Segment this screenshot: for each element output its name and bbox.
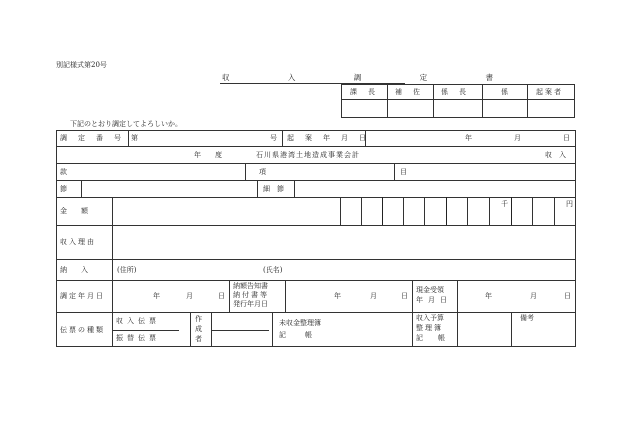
label-sen: 千 <box>501 200 508 208</box>
notice-tsuki: 月 <box>370 292 377 300</box>
label-biko: 備考 <box>520 314 534 322</box>
document-title: 収 入 調 定 書 <box>222 73 522 82</box>
notice-nen: 年 <box>334 292 341 300</box>
approval-hosa: 補 佐 <box>395 88 422 96</box>
label-kou: 項 <box>259 168 266 176</box>
form-number: 別記様式第20号 <box>56 61 107 69</box>
label-go: 号 <box>270 134 277 142</box>
approval-kakaricho: 係 長 <box>441 88 468 96</box>
label-kaikei: 石川県港湾土地造成事業会計 <box>256 151 360 159</box>
label-dai: 第 <box>131 134 138 142</box>
label-moku: 目 <box>400 168 407 176</box>
label-kingaku: 金 額 <box>60 207 88 215</box>
label-yosan-1: 収入予算 <box>416 314 444 322</box>
intro-text: 下記のとおり調定してよろしいか。 <box>70 120 182 128</box>
genkin-tsuki: 月 <box>530 292 537 300</box>
label-notice-1: 納額告知書 <box>233 282 268 290</box>
label-mishu-2: 記 帳 <box>279 331 318 339</box>
label-chotei-bango: 調 定 番 号 <box>60 134 123 142</box>
label-mishu-1: 未収金整理簿 <box>279 319 321 327</box>
chotei-hi: 日 <box>218 292 225 300</box>
label-en: 円 <box>566 200 573 208</box>
label-sakuseisha: 作成者 <box>195 315 202 343</box>
genkin-hi: 日 <box>564 292 571 300</box>
label-saisetsu: 細 節 <box>263 185 284 193</box>
kian-hi: 日 <box>563 134 570 142</box>
label-jusho: (住所) <box>117 266 137 274</box>
label-yosan-3: 記 帳 <box>416 334 449 342</box>
kian-tsuki: 月 <box>514 134 521 142</box>
label-furikae-denpyo: 振替伝票 <box>116 334 160 342</box>
label-shunyu: 収 入 <box>545 151 566 159</box>
approval-kacho: 課 長 <box>350 88 377 96</box>
chotei-nen: 年 <box>153 292 160 300</box>
approval-kakari: 係 <box>501 88 508 96</box>
label-yosan-2: 整理簿 <box>416 324 443 332</box>
label-setsu: 節 <box>60 185 67 193</box>
label-nonyu: 納 入 <box>60 266 88 274</box>
kian-nen: 年 <box>465 134 472 142</box>
label-notice-2: 納付書等 <box>233 291 269 299</box>
label-denpyo-shurui: 伝票の種類 <box>60 326 105 334</box>
approval-kiansha: 起案者 <box>536 88 563 96</box>
label-kan: 款 <box>60 168 67 176</box>
notice-hi: 日 <box>401 292 408 300</box>
label-kian-date: 起 案 年 月 日 <box>287 134 368 142</box>
chotei-tsuki: 月 <box>186 292 193 300</box>
label-notice-3: 発行年月日 <box>233 300 268 308</box>
genkin-nen: 年 <box>485 292 492 300</box>
label-riyu: 収入理由 <box>60 238 96 246</box>
label-nendo: 年 度 <box>194 151 222 159</box>
label-shunyu-denpyo: 収入伝票 <box>116 317 160 325</box>
label-chotei-date: 調定年月日 <box>60 292 105 300</box>
label-genkin-2: 年月日 <box>416 296 452 304</box>
label-shimei: (氏名) <box>263 266 283 274</box>
label-genkin-1: 現金受領 <box>416 286 444 294</box>
